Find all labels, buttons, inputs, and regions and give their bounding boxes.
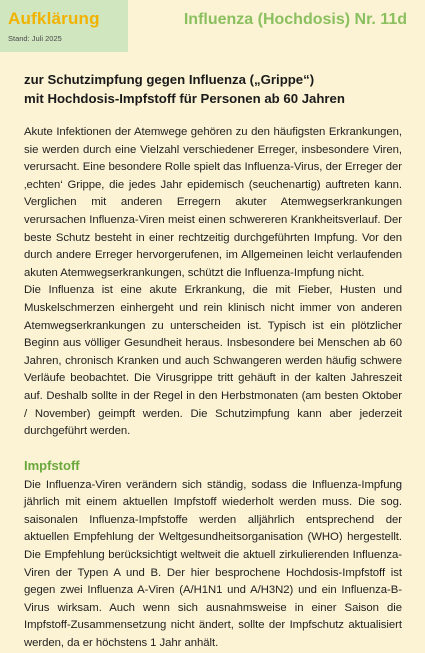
header-label-box xyxy=(0,0,128,52)
page-header xyxy=(0,0,425,52)
document-type-label: Aufklärung xyxy=(8,9,100,28)
section-heading-impfstoff: Impfstoff xyxy=(24,457,80,473)
intro-paragraph-2: Die Influenza ist eine akute Erkrankung, die mit Fieber, Husten und Muskelschmerzen einhergeht und rein klinisch nicht immer von anderen Atemwegserkrankungen zu unterscheiden ist. Typisch ist ein plötzlicher Beginn aus völliger Gesundheit heraus. Insbesondere bei Menschen ab 60 Jahren, chronisch Kranken und auch Schwangeren werden häufig schwere Verläufe beobachtet. Die Virusgrippe tritt gehäuft in der kalten Jahreszeit auf. Deshalb sollte in der Regel in den Herbstmonaten (am besten Oktober / November) geimpft werden. Die Schutzimpfung kann aber jederzeit durchgeführt werden. xyxy=(24,284,402,438)
subtitle-line-2: mit Hochdosis-Impfstoff für Personen ab 60 Jahren xyxy=(24,91,345,106)
document-body xyxy=(24,70,402,653)
revision-date: Stand: Juli 2025 xyxy=(8,34,62,43)
subtitle-line-1: zur Schutzimpfung gegen Influenza („Grippe“) xyxy=(24,72,315,87)
document-title: Influenza (Hochdosis) Nr. 11d xyxy=(183,11,407,28)
document-subtitle xyxy=(24,70,402,108)
section-paragraph-impfstoff: Die Influenza-Viren verändern sich ständig, sodass die Influenza-Impfung jährlich mit einem aktuellen Impfstoff wiederholt werden muss. Die sog. saisonalen Influenza-Impfstoffe werden alljährlich entsprechend der aktuellen Empfehlung der Weltgesundheitsorganisation (WHO) hergestellt. Die Empfehlung berücksichtigt weltweit die aktuell zirkulierenden Influenza-Viren der Typen A und B. Der hier besprochene Hochdosis-Impfstoff ist gegen zwei Influenza A-Viren (A/H1N1 und A/H3N2) und ein Influenza-B-Virus wirksam. Auch wenn sich ausnahmsweise in einer Saison die Impfstoff-Zusammensetzung nicht ändert, sollte der Impfschutz aktualisiert werden, da er höchstens 1 Jahr anhält. xyxy=(24,478,402,650)
intro-paragraph-1: Akute Infektionen der Atemwege gehören zu den häufigsten Erkrankungen, sie werden durch eine Vielzahl verschiedener Erreger, insbesondere Viren, verursacht. Eine besondere Rolle spielt das Influenza-Virus, der Erreger der ‚echten‘ Grippe, die jedes Jahr epidemisch (seuchenartig) auftreten kann. Verglichen mit anderen Erregern akuter Atemwegserkrankungen verursachen Influenza-Viren meist einen schwereren Krankheitsverlauf. Der beste Schutz besteht in einer rechtzeitig durchgeführten Impfung. Vor den durch andere Erreger hervorgerufenen, im Allgemeinen leicht verlaufenden akuten Atemwegserkrankungen, schützt die Influenza-Impfung nicht. xyxy=(24,126,402,279)
